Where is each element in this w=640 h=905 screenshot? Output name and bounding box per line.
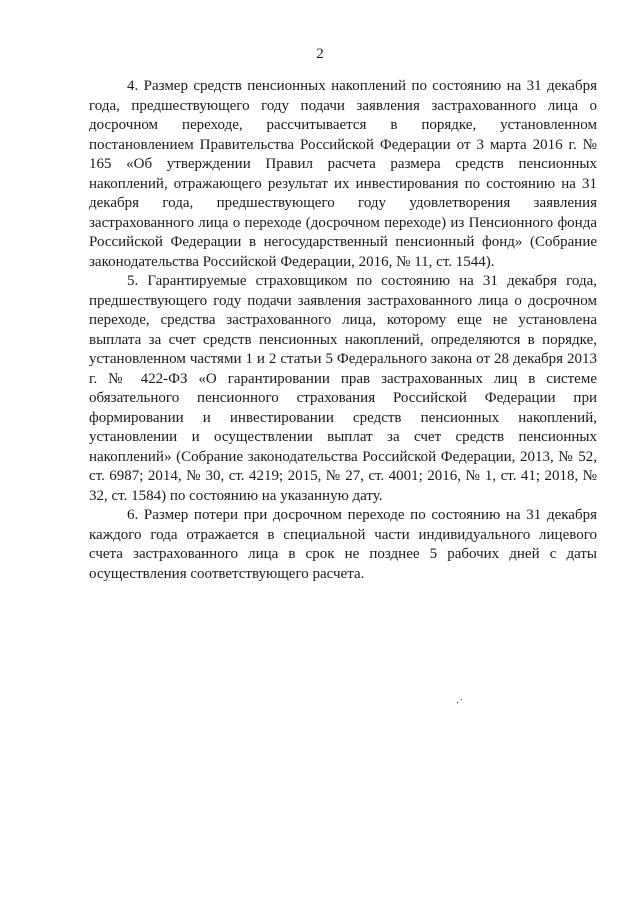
document-body bbox=[89, 77, 597, 584]
paragraph-4: 4. Размер средств пенсионных накоплений по состоянию на 31 декабря года, предшествующего году подачи заявления застрахованного лица о досрочном переходе, рассчитывается в порядке, установленном постановлением Правительства Российской Федерации от 3 марта 2016 г. № 165 «Об утверждении Правил расчета размера средств пенсионных накоплений, отражающего результат их инвестирования по состоянию на 31 декабря года, предшествующего году удовлетворения заявления застрахованного лица о переходе (досрочном переходе) из Пенсионного фонда Российской Федерации в негосударственный пенсионный фонд» (Собрание законодательства Российской Федерации, 2016, № 11, ст. 1544). bbox=[89, 78, 597, 270]
paragraph-6: 6. Размер потери при досрочном переходе по состоянию на 31 декабря каждого года отражается в специальной части индивидуального лицевого счета застрахованного лица в срок не позднее 5 рабочих дней с даты осуществления соответствующего расчета. bbox=[89, 507, 597, 582]
paragraph-5: 5. Гарантируемые страховщиком по состоянию на 31 декабря года, предшествующего году подачи заявления застрахованного лица о досрочном переходе, средства застрахованного лица, которому еще не установлена выплата за счет средств пенсионных накоплений, определяются в порядке, установленном частями 1 и 2 статьи 5 Федерального закона от 28 декабря 2013 г. № 422-ФЗ «О гарантировании прав застрахованных лиц в системе обязательного пенсионного страхования Российской Федерации при формировании и инвестировании средств пенсионных накоплений, установлении и осуществлении выплат за счет средств пенсионных накоплений» (Собрание законодательства Российской Федерации, 2013, № 52, ст. 6987; 2014, № 30, ст. 4219; 2015, № 27, ст. 4001; 2016, № 1, ст. 41; 2018, № 32, ст. 1584) по состоянию на указанную дату. bbox=[89, 273, 597, 504]
page-number: 2 bbox=[316, 46, 324, 62]
scan-speck-mark bbox=[456, 698, 464, 704]
